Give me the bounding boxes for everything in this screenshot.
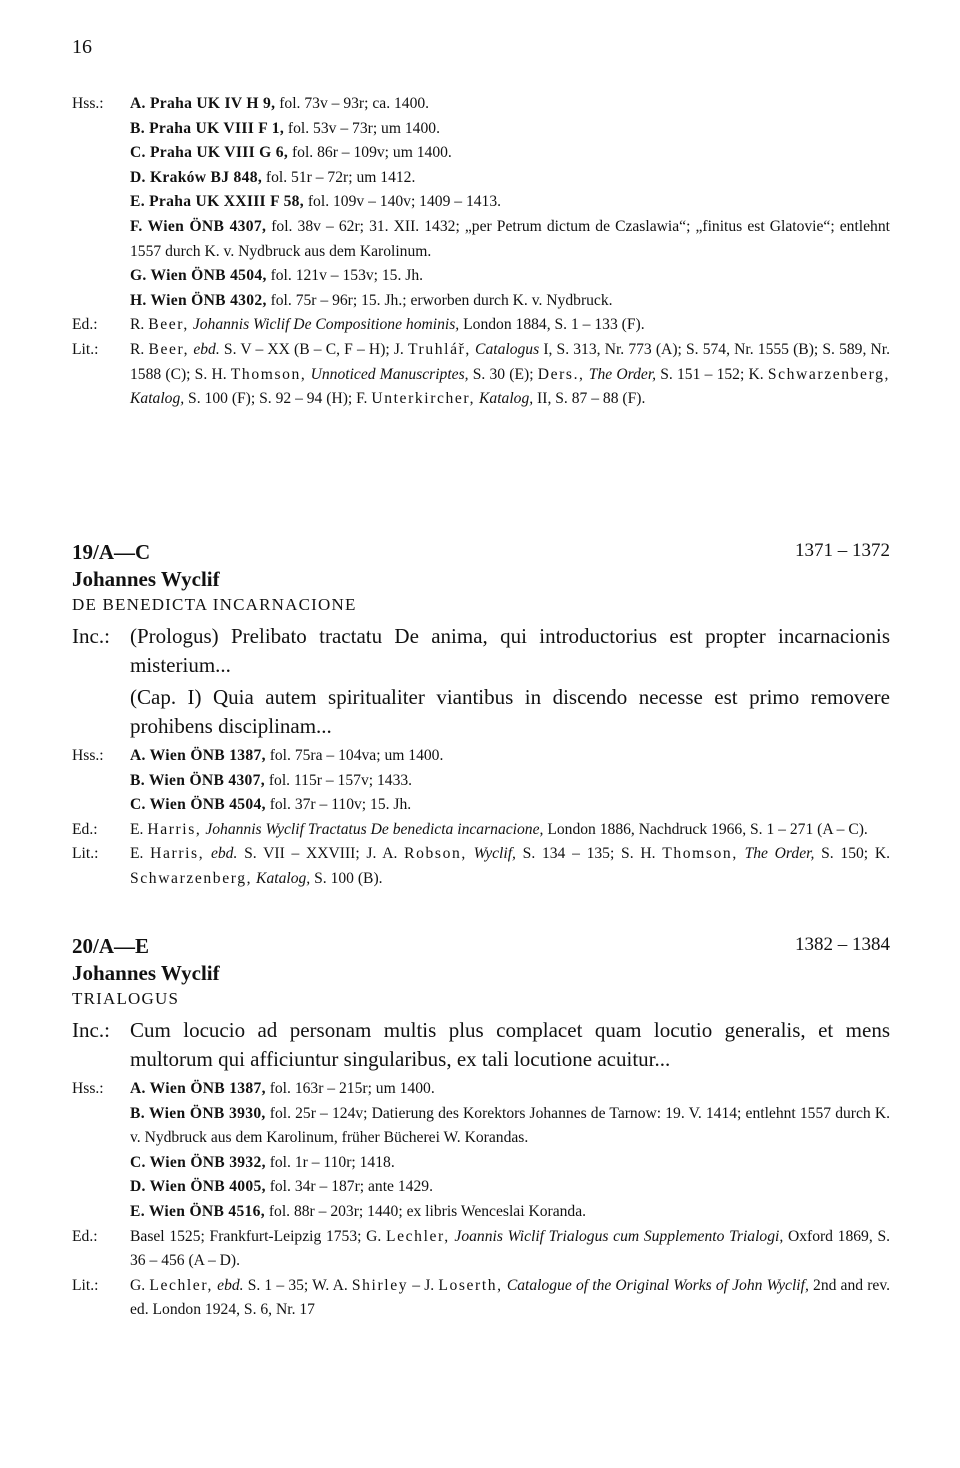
hss-label: Hss.: [72, 95, 104, 112]
author-name: Loserth, [438, 1276, 503, 1294]
author-name: Beer, [148, 340, 190, 358]
entry-author: Johannes Wyclif [72, 567, 220, 591]
manuscript-line [72, 1151, 890, 1176]
work-title: Johannis Wiclif De Compositione hominis, [192, 316, 460, 334]
author-name: Robson, [404, 845, 467, 863]
work-title: Wyclif, [473, 845, 516, 863]
text-run: London 1884, S. 1 – 133 (F). [459, 316, 645, 334]
shelfmark: B. Wien ÖNB 4307, [130, 771, 265, 789]
lit-label: Lit.: [72, 1276, 99, 1294]
shelfmark: D. Kraków BJ 848, [130, 168, 263, 186]
manuscript-line [72, 190, 890, 215]
manuscript-details: fol. 34r – 187r; ante 1429. [265, 1178, 433, 1196]
entry-20-body [72, 1016, 890, 1323]
work-title: Catalogue of the Original Works of John Wyclif, [506, 1276, 809, 1294]
author-name: Lechler, [386, 1227, 450, 1245]
shelfmark: C. Praha UK VIII G 6, [130, 144, 289, 162]
work-title: ebd. [193, 340, 220, 358]
manuscript-line [72, 744, 890, 769]
lit-label: Lit.: [72, 340, 99, 358]
text-run: R. [130, 340, 149, 358]
text-run: 2nd and rev. ed. London 1924, S. 6, Nr. 17 [130, 1276, 891, 1319]
manuscript-details: fol. 109v – 140v; 1409 – 1413. [303, 193, 502, 211]
shelfmark: E. Praha UK XXIII F 58, [130, 193, 304, 211]
shelfmark: C. Wien ÖNB 4504, [130, 796, 266, 814]
text-run: S. VII – XXVIII; J. A. [237, 845, 405, 863]
incipit-line [72, 683, 890, 740]
work-title: Katalog, [256, 869, 311, 887]
inc-label: Inc.: [72, 1018, 110, 1042]
manuscript-line [72, 1102, 890, 1151]
shelfmark: G. Wien ÖNB 4504, [130, 267, 267, 285]
work-title: Joannis Wiclif Trialogus cum Supplemento Trialogi, [454, 1227, 784, 1245]
text-run: London 1886, Nachdruck 1966, S. 1 – 271 (A – C). [543, 820, 868, 838]
shelfmark: F. Wien ÖNB 4307, [130, 217, 267, 235]
text-run: S. 1 – 35; W. A. [243, 1276, 352, 1294]
text-run: II, S. 87 – 88 (F). [533, 390, 646, 408]
shelfmark: D. Wien ÖNB 4005, [130, 1178, 266, 1196]
shelfmark: A. Wien ÖNB 1387, [130, 1080, 266, 1097]
entry-dates: 1382 – 1384 [795, 934, 890, 955]
ed-label: Ed.: [72, 820, 98, 838]
author-name: Harris, [150, 845, 205, 863]
manuscript-details: fol. 51r – 72r; um 1412. [262, 168, 416, 186]
author-name: Shirley [351, 1276, 409, 1294]
work-title: ebd. [217, 1276, 244, 1294]
entry-author: Johannes Wyclif [72, 961, 220, 985]
work-title: ebd. [210, 845, 238, 863]
work-title: Unnoticed Manuscriptes, [310, 365, 469, 383]
ed-label: Ed.: [72, 316, 98, 334]
author-name: Beer, [148, 316, 189, 334]
manuscript-line [72, 289, 890, 314]
shelfmark: C. Wien ÖNB 3932, [130, 1153, 266, 1171]
author-name: Schwarzenberg, [767, 365, 890, 383]
manuscript-line [72, 1175, 890, 1200]
author-name: Harris, [147, 820, 202, 838]
manuscript-details: fol. 25r – 124v; Datierung des Korektors Johannes de Tarnow: 19. V. 1414; entlehnt 1557 durch K. v. Nydbruck aus dem Karolinum, früher Bücherei W. Korandas. [130, 1104, 890, 1147]
manuscript-details: fol. 38v – 62r; 31. XII. 1432; „per Petrum dictum de Czaslawia“; „finitus est Glatovie“; entlehnt 1557 durch K. v. Nydbruck aus dem Karolinum. [130, 217, 890, 260]
hss-label: Hss.: [72, 1080, 104, 1097]
text-run: S. V – XX (B – C, F – H); J. [219, 340, 408, 358]
shelfmark: A. Praha UK IV H 9, [130, 95, 276, 112]
manuscript-line [72, 1077, 890, 1102]
manuscript-details: fol. 53v – 73r; um 1400. [284, 119, 440, 137]
author-name: Lechler, [149, 1276, 213, 1294]
author-name: Truhlář, [407, 340, 471, 358]
entry-dates: 1371 – 1372 [795, 540, 890, 561]
shelfmark: B. Wien ÖNB 3930, [130, 1104, 266, 1122]
text-run: S. 100 (B). [310, 869, 383, 887]
text-run: S. 100 (F); S. 92 – 94 (H); F. [184, 390, 372, 408]
entry-title: DE BENEDICTA INCARNACIONE [72, 595, 357, 614]
manuscript-details: fol. 75r – 96r; 15. Jh.; erworben durch K. v. Nydbruck. [266, 291, 613, 309]
entry-number: 20/A—E [72, 934, 150, 958]
edition-line [72, 1225, 890, 1274]
text-run [467, 845, 474, 862]
entry-title: TRIALOGUS [72, 989, 180, 1008]
shelfmark: H. Wien ÖNB 4302, [130, 291, 267, 309]
manuscript-details: fol. 75ra – 104va; um 1400. [265, 747, 444, 764]
literature-line [72, 842, 890, 891]
text-run: I, S. 313, Nr. 773 (A); S. 574, Nr. 1555 (B); S. 589, Nr. 1588 (C); S. H. [130, 340, 890, 383]
entry-number: 19/A—C [72, 540, 151, 564]
manuscript-line [72, 264, 890, 289]
manuscript-line [72, 141, 890, 166]
text-run: – J. [408, 1276, 439, 1294]
text-run: Oxford 1869, S. 36 – 456 (A – D). [130, 1227, 891, 1270]
manuscript-line [72, 793, 890, 818]
work-title: Katalog, [479, 390, 534, 408]
text-run [204, 845, 211, 862]
incipit-text: (Cap. I) Quia autem spiritualiter viantibus in discendo necesse est primo removere prohibens disciplinam... [130, 685, 890, 738]
manuscript-line [72, 1200, 890, 1225]
incipit-line [72, 622, 890, 679]
work-title: Katalog, [130, 390, 185, 408]
author-name: Thomson, [230, 365, 307, 383]
manuscript-details: fol. 115r – 157v; 1433. [264, 771, 413, 789]
inc-label: Inc.: [72, 624, 110, 648]
manuscript-line [72, 769, 890, 794]
manuscript-details: fol. 88r – 203r; 1440; ex libris Wenceslai Koranda. [264, 1202, 587, 1220]
entry-19-header [72, 540, 890, 615]
entry-19-body [72, 622, 890, 892]
hss-label: Hss.: [72, 747, 104, 764]
text-run [738, 845, 745, 862]
incipit-text: (Prologus) Prelibato tractatu De anima, qui introductorius est propter incarnacionis misterium... [130, 624, 890, 677]
text-run: R. [130, 316, 149, 334]
text-run: E. [130, 820, 148, 838]
lit-label: Lit.: [72, 845, 99, 863]
text-run: S. 134 – 135; S. H. [515, 845, 663, 863]
entry-20-header [72, 934, 890, 1009]
shelfmark: E. Wien ÖNB 4516, [130, 1202, 265, 1220]
ed-label: Ed.: [72, 1227, 98, 1245]
manuscript-details: fol. 86r – 109v; um 1400. [288, 144, 452, 162]
literature-line [72, 338, 890, 412]
manuscript-line [72, 117, 890, 142]
text-run: G. [130, 1276, 150, 1294]
manuscript-details: fol. 121v – 153v; 15. Jh. [266, 267, 424, 285]
text-run: S. 151 – 152; K. [656, 365, 768, 383]
manuscript-details: fol. 163r – 215r; um 1400. [265, 1080, 435, 1097]
edition-line [72, 313, 890, 338]
manuscript-line [72, 215, 890, 264]
manuscript-details: fol. 37r – 110v; 15. Jh. [265, 796, 412, 814]
manuscript-line [72, 92, 890, 117]
author-name: Ders., [537, 365, 585, 383]
text-run: Basel 1525; Frankfurt-Leipzig 1753; G. [130, 1227, 387, 1245]
edition-line [72, 818, 890, 843]
manuscript-details: fol. 73v – 93r; ca. 1400. [275, 95, 430, 112]
text-run: S. 150; K. [814, 845, 891, 863]
text-run: S. 30 (E); [468, 365, 538, 383]
shelfmark: B. Praha UK VIII F 1, [130, 119, 285, 137]
prev-entry [72, 92, 890, 412]
author-name: Thomson, [662, 845, 738, 863]
shelfmark: A. Wien ÖNB 1387, [130, 747, 266, 764]
text-run: E. [130, 845, 151, 863]
page-number: 16 [72, 36, 92, 58]
incipit-line [72, 1016, 890, 1073]
manuscript-details: fol. 1r – 110r; 1418. [265, 1153, 395, 1171]
author-name: Unterkircher, [371, 390, 476, 408]
manuscript-line [72, 166, 890, 191]
work-title: Johannis Wyclif Tractatus De benedicta incarnacione, [205, 820, 544, 838]
author-name: Schwarzenberg, [130, 869, 253, 887]
literature-line [72, 1274, 890, 1323]
work-title: The Order, [588, 365, 657, 383]
work-title: Catalogus [475, 340, 540, 358]
incipit-text: Cum locucio ad personam multis plus complacet quam locutio generalis, et mens multorum qui afficiuntur singularibus, ex tali locutione acuitur... [130, 1018, 890, 1071]
work-title: The Order, [744, 845, 815, 863]
